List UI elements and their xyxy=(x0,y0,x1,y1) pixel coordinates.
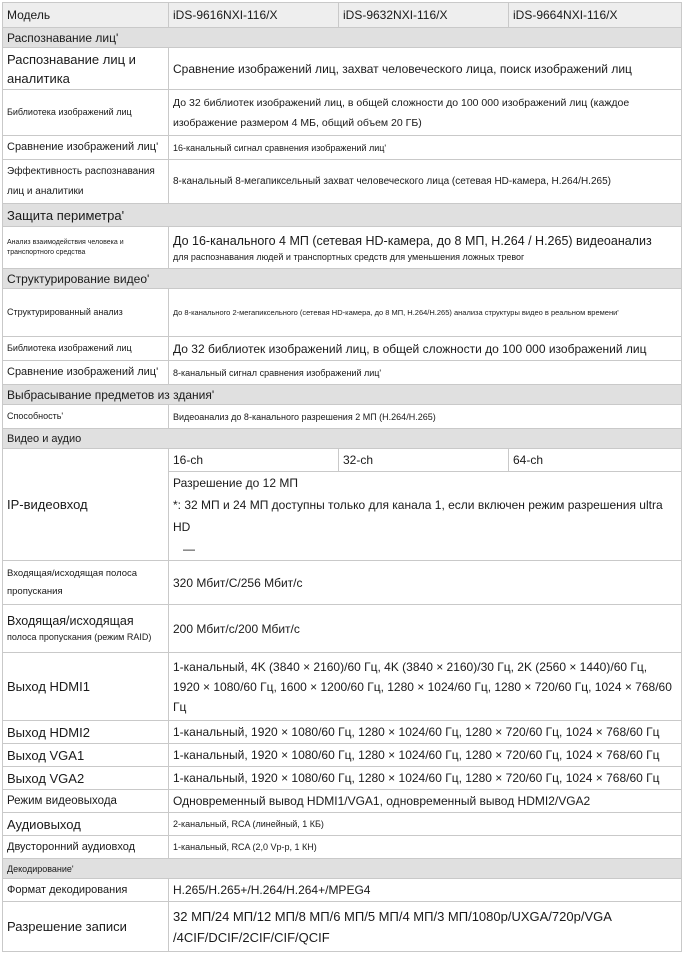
row-value xyxy=(169,227,682,269)
table-row xyxy=(3,449,682,472)
spec-table xyxy=(2,2,682,952)
row-label: Библиотека изображений лиц xyxy=(3,90,169,136)
section-face-recognition xyxy=(3,28,682,48)
row-label: Выход VGA2 xyxy=(3,767,169,790)
label-line: Входящая/исходящая xyxy=(7,613,134,628)
model-2: iDS-9632NXI-116/X xyxy=(339,3,509,28)
row-label: Библиотека изображений лиц xyxy=(3,337,169,361)
channel-16: 16-ch xyxy=(169,449,339,472)
row-label: Разрешение записи xyxy=(3,902,169,952)
section-throwing-objects xyxy=(3,385,682,405)
table-row xyxy=(3,790,682,813)
section-video-structuring xyxy=(3,269,682,289)
row-label: Эффективность распознавания лиц и аналитики xyxy=(3,160,169,204)
row-value: Одновременный вывод HDMI1/VGA1, одновременный вывод HDMI2/VGA2 xyxy=(169,790,682,813)
model-1: iDS-9616NXI-116/X xyxy=(169,3,339,28)
table-row xyxy=(3,361,682,385)
section-title: Защита периметра' xyxy=(3,204,682,227)
table-row xyxy=(3,767,682,790)
row-label: Формат декодирования xyxy=(3,879,169,902)
row-value: 1-канальный, 4K (3840 × 2160)/60 Гц, 4K (3840 × 2160)/30 Гц, 2K (2560 × 1440)/60 Гц, 1920 × 1080/60 Гц, 1600 × 1200/60 Гц, 1280 × 1024/60 Гц, 1280 × 720/60 Гц, 1024 × 768/60 Гц xyxy=(169,653,682,721)
table-row xyxy=(3,721,682,744)
section-title: Видео и аудио xyxy=(3,429,682,449)
table-row xyxy=(3,289,682,337)
table-row xyxy=(3,836,682,859)
row-label: Выход VGA1 xyxy=(3,744,169,767)
row-value: 1-канальный, 1920 × 1080/60 Гц, 1280 × 1024/60 Гц, 1280 × 720/60 Гц, 1024 × 768/60 Гц xyxy=(169,721,682,744)
label-line: полоса пропускания (режим RAID) xyxy=(7,631,152,642)
table-row xyxy=(3,160,682,204)
section-title: Структурирование видео' xyxy=(3,269,682,289)
table-row xyxy=(3,337,682,361)
table-row xyxy=(3,605,682,653)
row-value: До 32 библиотек изображений лиц, в общей сложности до 100 000 изображений лиц (каждое изображение размером 4 МБ, общий объем 20 ГБ) xyxy=(169,90,682,136)
row-label: Выход HDMI1 xyxy=(3,653,169,721)
row-value: До 32 библиотек изображений лиц, в общей сложности до 100 000 изображений лиц xyxy=(169,337,682,361)
row-value: 8-канальный сигнал сравнения изображений лиц' xyxy=(169,361,682,385)
table-row xyxy=(3,90,682,136)
ip-dash: — xyxy=(183,542,195,556)
row-value: 1-канальный, 1920 × 1080/60 Гц, 1280 × 1024/60 Гц, 1280 × 720/60 Гц, 1024 × 768/60 Гц xyxy=(169,767,682,790)
table-row xyxy=(3,227,682,269)
row-value: 1-канальный, 1920 × 1080/60 Гц, 1280 × 1024/60 Гц, 1280 × 720/60 Гц, 1024 × 768/60 Гц xyxy=(169,744,682,767)
row-value: H.265/H.265+/H.264/H.264+/MPEG4 xyxy=(169,879,682,902)
row-value: До 8-канального 2-мегапиксельного (сетевая HD-камера, до 8 МП, H.264/H.265) анализа структуры видео в реальном времени' xyxy=(169,289,682,337)
section-video-audio xyxy=(3,429,682,449)
table-row xyxy=(3,561,682,605)
row-value: 8-канальный 8-мегапиксельный захват человеческого лица (сетевая HD-камера, H.264/H.265) xyxy=(169,160,682,204)
row-label: IP-видеовход xyxy=(3,449,169,561)
row-value: 320 Мбит/С/256 Мбит/с xyxy=(169,561,682,605)
row-value: 16-канальный сигнал сравнения изображений лиц' xyxy=(169,136,682,160)
row-value: 2-канальный, RCA (линейный, 1 КБ) xyxy=(169,813,682,836)
channel-64: 64-ch xyxy=(509,449,682,472)
row-label: Структурированный анализ xyxy=(3,289,169,337)
value-line: для распознавания людей и транспортных средств для уменьшения ложных тревог xyxy=(173,251,525,262)
row-label: Сравнение изображений лиц' xyxy=(3,136,169,160)
row-label: Входящая/исходящая полоса пропускания xyxy=(3,561,169,605)
table-row xyxy=(3,902,682,952)
row-value xyxy=(169,472,682,561)
channel-32: 32-ch xyxy=(339,449,509,472)
section-title: Распознавание лиц' xyxy=(3,28,682,48)
value-line: До 16-канального 4 МП (сетевая HD-камера, до 8 МП, H.264 / H.265) видеоанализ xyxy=(173,233,652,248)
row-label: Распознавание лиц и аналитика xyxy=(3,48,169,90)
header-label: Модель xyxy=(3,3,169,28)
header-row xyxy=(3,3,682,28)
section-title: Выбрасывание предметов из здания' xyxy=(3,385,682,405)
row-label: Двусторонний аудиовход xyxy=(3,836,169,859)
row-value: Сравнение изображений лиц, захват человеческого лица, поиск изображений лиц xyxy=(169,48,682,90)
row-label: Режим видеовыхода xyxy=(3,790,169,813)
section-title: Декодирование' xyxy=(3,859,682,879)
table-row xyxy=(3,136,682,160)
model-3: iDS-9664NXI-116/X xyxy=(509,3,682,28)
row-label: Аудиовыход xyxy=(3,813,169,836)
row-label: Анализ взаимодействия человека и транспортного средства xyxy=(3,227,169,269)
table-row xyxy=(3,405,682,429)
row-label xyxy=(3,605,169,653)
row-value: Видеоанализ до 8-канального разрешения 2 МП (H.264/H.265) xyxy=(169,405,682,429)
row-label: Сравнение изображений лиц' xyxy=(3,361,169,385)
row-value: 1-канальный, RCA (2,0 Vp-p, 1 КН) xyxy=(169,836,682,859)
section-perimeter xyxy=(3,204,682,227)
row-value: 200 Мбит/с/200 Мбит/с xyxy=(169,605,682,653)
row-label: Выход HDMI2 xyxy=(3,721,169,744)
table-row xyxy=(3,813,682,836)
ip-note: *: 32 МП и 24 МП доступны только для канала 1, если включен режим разрешения ultra HD xyxy=(173,498,663,534)
section-decoding xyxy=(3,859,682,879)
row-label: Способность' xyxy=(3,405,169,429)
table-row xyxy=(3,48,682,90)
table-row xyxy=(3,879,682,902)
table-row xyxy=(3,744,682,767)
table-row xyxy=(3,653,682,721)
row-value: 32 МП/24 МП/12 МП/8 МП/6 МП/5 МП/4 МП/3 МП/1080p/UXGA/720p/VGA /4CIF/DCIF/2CIF/CIF/QCIF xyxy=(169,902,682,952)
ip-resolution: Разрешение до 12 МП xyxy=(173,476,298,490)
